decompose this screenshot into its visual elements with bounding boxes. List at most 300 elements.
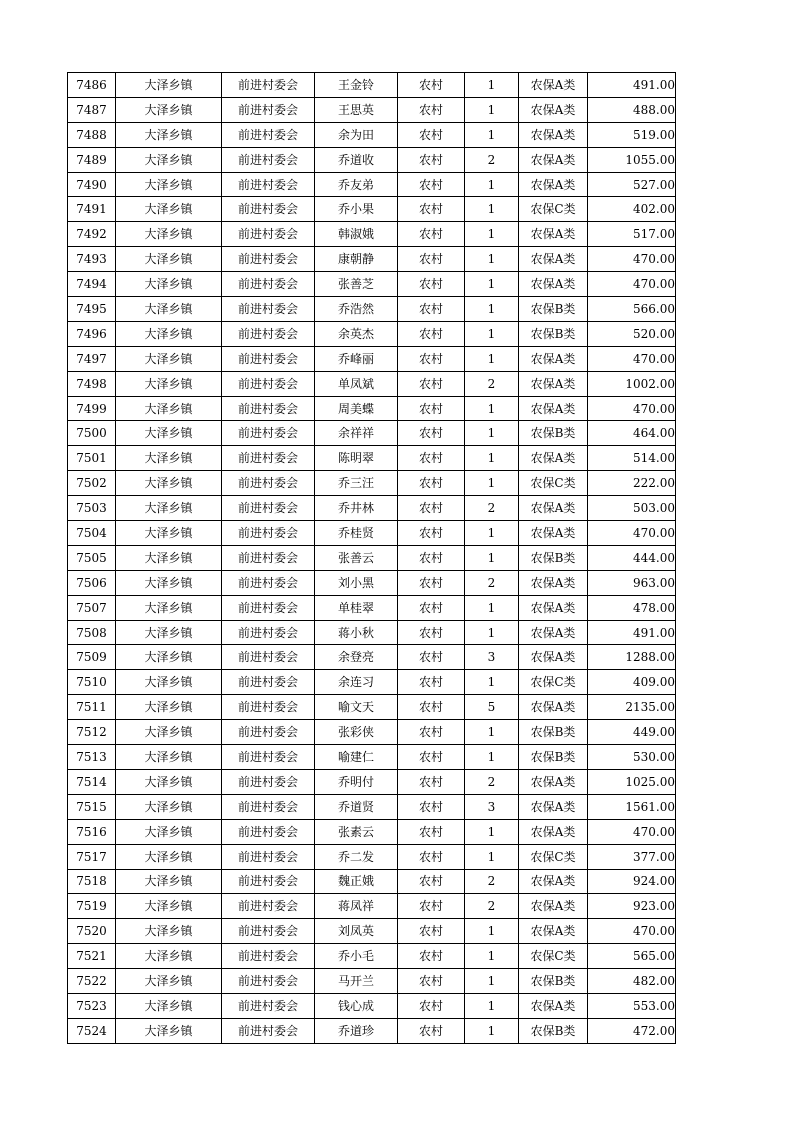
insurance-category-cell: 农保C类 <box>519 197 588 222</box>
person-count-cell: 1 <box>465 595 519 620</box>
insurance-category-cell: 农保A类 <box>519 496 588 521</box>
village-committee-cell: 前进村委会 <box>222 421 315 446</box>
record-number-cell: 7519 <box>68 894 116 919</box>
town-name-cell: 大泽乡镇 <box>116 993 222 1018</box>
household-type-cell: 农村 <box>398 346 465 371</box>
person-count-cell: 1 <box>465 969 519 994</box>
town-name-cell: 大泽乡镇 <box>116 695 222 720</box>
record-number-cell: 7487 <box>68 97 116 122</box>
household-type-cell: 农村 <box>398 371 465 396</box>
town-name-cell: 大泽乡镇 <box>116 272 222 297</box>
person-count-cell: 1 <box>465 197 519 222</box>
household-type-cell: 农村 <box>398 844 465 869</box>
amount-value-cell: 444.00 <box>588 545 676 570</box>
amount-value-cell: 464.00 <box>588 421 676 446</box>
table-row <box>68 222 676 247</box>
household-type-cell: 农村 <box>398 720 465 745</box>
person-count-cell: 1 <box>465 471 519 496</box>
household-type-cell: 农村 <box>398 645 465 670</box>
town-name-cell: 大泽乡镇 <box>116 147 222 172</box>
village-committee-cell: 前进村委会 <box>222 919 315 944</box>
insurance-category-cell: 农保A类 <box>519 396 588 421</box>
person-count-cell: 1 <box>465 172 519 197</box>
amount-value-cell: 553.00 <box>588 993 676 1018</box>
amount-value-cell: 514.00 <box>588 446 676 471</box>
amount-value-cell: 470.00 <box>588 521 676 546</box>
table-row <box>68 421 676 446</box>
record-number-cell: 7490 <box>68 172 116 197</box>
record-number-cell: 7497 <box>68 346 116 371</box>
table-row <box>68 471 676 496</box>
town-name-cell: 大泽乡镇 <box>116 670 222 695</box>
record-number-cell: 7499 <box>68 396 116 421</box>
record-number-cell: 7524 <box>68 1018 116 1043</box>
amount-value-cell: 923.00 <box>588 894 676 919</box>
person-name-cell: 张素云 <box>315 819 398 844</box>
insurance-category-cell: 农保B类 <box>519 745 588 770</box>
household-type-cell: 农村 <box>398 122 465 147</box>
person-count-cell: 1 <box>465 446 519 471</box>
insurance-category-cell: 农保B类 <box>519 969 588 994</box>
household-type-cell: 农村 <box>398 222 465 247</box>
person-count-cell: 1 <box>465 222 519 247</box>
person-name-cell: 康朝静 <box>315 247 398 272</box>
village-committee-cell: 前进村委会 <box>222 272 315 297</box>
table-row <box>68 297 676 322</box>
town-name-cell: 大泽乡镇 <box>116 247 222 272</box>
village-committee-cell: 前进村委会 <box>222 73 315 98</box>
household-type-cell: 农村 <box>398 919 465 944</box>
person-name-cell: 余祥祥 <box>315 421 398 446</box>
amount-value-cell: 1561.00 <box>588 794 676 819</box>
household-type-cell: 农村 <box>398 1018 465 1043</box>
town-name-cell: 大泽乡镇 <box>116 844 222 869</box>
household-type-cell: 农村 <box>398 969 465 994</box>
record-number-cell: 7511 <box>68 695 116 720</box>
village-committee-cell: 前进村委会 <box>222 545 315 570</box>
town-name-cell: 大泽乡镇 <box>116 819 222 844</box>
table-row <box>68 819 676 844</box>
insurance-category-cell: 农保A类 <box>519 769 588 794</box>
amount-value-cell: 530.00 <box>588 745 676 770</box>
person-count-cell: 1 <box>465 819 519 844</box>
insurance-category-cell: 农保B类 <box>519 545 588 570</box>
record-number-cell: 7515 <box>68 794 116 819</box>
record-number-cell: 7521 <box>68 944 116 969</box>
amount-value-cell: 470.00 <box>588 346 676 371</box>
table-row <box>68 446 676 471</box>
person-name-cell: 王思英 <box>315 97 398 122</box>
insurance-category-cell: 农保B类 <box>519 1018 588 1043</box>
record-number-cell: 7489 <box>68 147 116 172</box>
table-row <box>68 545 676 570</box>
household-type-cell: 农村 <box>398 446 465 471</box>
record-number-cell: 7494 <box>68 272 116 297</box>
household-type-cell: 农村 <box>398 396 465 421</box>
record-number-cell: 7504 <box>68 521 116 546</box>
person-name-cell: 乔峰丽 <box>315 346 398 371</box>
town-name-cell: 大泽乡镇 <box>116 421 222 446</box>
village-committee-cell: 前进村委会 <box>222 222 315 247</box>
village-committee-cell: 前进村委会 <box>222 819 315 844</box>
town-name-cell: 大泽乡镇 <box>116 396 222 421</box>
village-committee-cell: 前进村委会 <box>222 396 315 421</box>
household-type-cell: 农村 <box>398 297 465 322</box>
village-committee-cell: 前进村委会 <box>222 147 315 172</box>
person-count-cell: 1 <box>465 521 519 546</box>
amount-value-cell: 1288.00 <box>588 645 676 670</box>
record-number-cell: 7491 <box>68 197 116 222</box>
insurance-category-cell: 农保A类 <box>519 695 588 720</box>
town-name-cell: 大泽乡镇 <box>116 769 222 794</box>
insurance-category-cell: 农保A类 <box>519 371 588 396</box>
person-name-cell: 喻建仁 <box>315 745 398 770</box>
person-name-cell: 乔三汪 <box>315 471 398 496</box>
record-number-cell: 7518 <box>68 869 116 894</box>
insurance-category-cell: 农保A类 <box>519 147 588 172</box>
record-number-cell: 7514 <box>68 769 116 794</box>
record-number-cell: 7498 <box>68 371 116 396</box>
person-name-cell: 乔桂贤 <box>315 521 398 546</box>
person-name-cell: 乔小毛 <box>315 944 398 969</box>
amount-value-cell: 491.00 <box>588 620 676 645</box>
amount-value-cell: 2135.00 <box>588 695 676 720</box>
village-committee-cell: 前进村委会 <box>222 172 315 197</box>
person-count-cell: 2 <box>465 869 519 894</box>
amount-value-cell: 1025.00 <box>588 769 676 794</box>
insurance-category-cell: 农保B类 <box>519 321 588 346</box>
record-number-cell: 7503 <box>68 496 116 521</box>
person-name-cell: 喻文天 <box>315 695 398 720</box>
record-number-cell: 7522 <box>68 969 116 994</box>
person-count-cell: 3 <box>465 794 519 819</box>
household-type-cell: 农村 <box>398 197 465 222</box>
household-type-cell: 农村 <box>398 321 465 346</box>
amount-value-cell: 472.00 <box>588 1018 676 1043</box>
town-name-cell: 大泽乡镇 <box>116 122 222 147</box>
person-name-cell: 陈明翠 <box>315 446 398 471</box>
village-committee-cell: 前进村委会 <box>222 944 315 969</box>
insurance-category-cell: 农保A类 <box>519 595 588 620</box>
town-name-cell: 大泽乡镇 <box>116 894 222 919</box>
town-name-cell: 大泽乡镇 <box>116 97 222 122</box>
table-row <box>68 794 676 819</box>
insurance-category-cell: 农保A类 <box>519 446 588 471</box>
person-name-cell: 乔二发 <box>315 844 398 869</box>
table-row <box>68 645 676 670</box>
insurance-category-cell: 农保C类 <box>519 670 588 695</box>
table-row <box>68 73 676 98</box>
person-name-cell: 魏正娥 <box>315 869 398 894</box>
record-number-cell: 7493 <box>68 247 116 272</box>
person-count-cell: 1 <box>465 720 519 745</box>
amount-value-cell: 409.00 <box>588 670 676 695</box>
record-number-cell: 7523 <box>68 993 116 1018</box>
village-committee-cell: 前进村委会 <box>222 471 315 496</box>
village-committee-cell: 前进村委会 <box>222 745 315 770</box>
town-name-cell: 大泽乡镇 <box>116 297 222 322</box>
record-number-cell: 7488 <box>68 122 116 147</box>
amount-value-cell: 478.00 <box>588 595 676 620</box>
household-type-cell: 农村 <box>398 97 465 122</box>
record-number-cell: 7510 <box>68 670 116 695</box>
person-count-cell: 2 <box>465 371 519 396</box>
household-type-cell: 农村 <box>398 172 465 197</box>
person-count-cell: 2 <box>465 496 519 521</box>
insurance-category-cell: 农保A类 <box>519 272 588 297</box>
person-count-cell: 1 <box>465 670 519 695</box>
village-committee-cell: 前进村委会 <box>222 346 315 371</box>
amount-value-cell: 519.00 <box>588 122 676 147</box>
insurance-category-cell: 农保A类 <box>519 993 588 1018</box>
village-committee-cell: 前进村委会 <box>222 321 315 346</box>
amount-value-cell: 1055.00 <box>588 147 676 172</box>
town-name-cell: 大泽乡镇 <box>116 919 222 944</box>
record-number-cell: 7496 <box>68 321 116 346</box>
village-committee-cell: 前进村委会 <box>222 1018 315 1043</box>
table-row <box>68 769 676 794</box>
town-name-cell: 大泽乡镇 <box>116 321 222 346</box>
town-name-cell: 大泽乡镇 <box>116 222 222 247</box>
record-number-cell: 7501 <box>68 446 116 471</box>
person-name-cell: 马开兰 <box>315 969 398 994</box>
household-type-cell: 农村 <box>398 819 465 844</box>
amount-value-cell: 402.00 <box>588 197 676 222</box>
village-committee-cell: 前进村委会 <box>222 869 315 894</box>
town-name-cell: 大泽乡镇 <box>116 794 222 819</box>
insurance-category-cell: 农保A类 <box>519 819 588 844</box>
record-number-cell: 7486 <box>68 73 116 98</box>
town-name-cell: 大泽乡镇 <box>116 172 222 197</box>
table-row <box>68 595 676 620</box>
person-name-cell: 张善芝 <box>315 272 398 297</box>
town-name-cell: 大泽乡镇 <box>116 869 222 894</box>
record-number-cell: 7500 <box>68 421 116 446</box>
person-count-cell: 1 <box>465 321 519 346</box>
person-name-cell: 蒋小秋 <box>315 620 398 645</box>
household-type-cell: 农村 <box>398 894 465 919</box>
amount-value-cell: 482.00 <box>588 969 676 994</box>
table-row <box>68 894 676 919</box>
person-name-cell: 张彩侠 <box>315 720 398 745</box>
town-name-cell: 大泽乡镇 <box>116 969 222 994</box>
table-body <box>68 73 676 1044</box>
insurance-category-cell: 农保A类 <box>519 222 588 247</box>
person-count-cell: 1 <box>465 122 519 147</box>
person-count-cell: 2 <box>465 894 519 919</box>
amount-value-cell: 488.00 <box>588 97 676 122</box>
insurance-category-cell: 农保A类 <box>519 521 588 546</box>
village-committee-cell: 前进村委会 <box>222 197 315 222</box>
insurance-category-cell: 农保C类 <box>519 844 588 869</box>
table-row <box>68 944 676 969</box>
insurance-category-cell: 农保B类 <box>519 720 588 745</box>
person-name-cell: 乔井林 <box>315 496 398 521</box>
village-committee-cell: 前进村委会 <box>222 993 315 1018</box>
record-number-cell: 7512 <box>68 720 116 745</box>
amount-value-cell: 470.00 <box>588 919 676 944</box>
amount-value-cell: 520.00 <box>588 321 676 346</box>
town-name-cell: 大泽乡镇 <box>116 471 222 496</box>
amount-value-cell: 222.00 <box>588 471 676 496</box>
record-number-cell: 7505 <box>68 545 116 570</box>
village-committee-cell: 前进村委会 <box>222 122 315 147</box>
insurance-category-cell: 农保C类 <box>519 471 588 496</box>
insurance-category-cell: 农保A类 <box>519 645 588 670</box>
person-name-cell: 乔浩然 <box>315 297 398 322</box>
table-row <box>68 521 676 546</box>
town-name-cell: 大泽乡镇 <box>116 944 222 969</box>
town-name-cell: 大泽乡镇 <box>116 73 222 98</box>
person-name-cell: 刘小黑 <box>315 570 398 595</box>
person-name-cell: 乔道收 <box>315 147 398 172</box>
household-type-cell: 农村 <box>398 794 465 819</box>
amount-value-cell: 491.00 <box>588 73 676 98</box>
insurance-category-cell: 农保B类 <box>519 297 588 322</box>
record-number-cell: 7492 <box>68 222 116 247</box>
table-row <box>68 321 676 346</box>
amount-value-cell: 1002.00 <box>588 371 676 396</box>
table-row <box>68 869 676 894</box>
village-committee-cell: 前进村委会 <box>222 297 315 322</box>
person-count-cell: 1 <box>465 545 519 570</box>
town-name-cell: 大泽乡镇 <box>116 595 222 620</box>
table-row <box>68 346 676 371</box>
table-row <box>68 720 676 745</box>
person-name-cell: 乔小果 <box>315 197 398 222</box>
record-number-cell: 7502 <box>68 471 116 496</box>
person-count-cell: 1 <box>465 97 519 122</box>
table-row <box>68 969 676 994</box>
insurance-category-cell: 农保A类 <box>519 97 588 122</box>
person-count-cell: 1 <box>465 1018 519 1043</box>
person-name-cell: 单凤斌 <box>315 371 398 396</box>
table-row <box>68 695 676 720</box>
person-count-cell: 1 <box>465 844 519 869</box>
person-name-cell: 余连习 <box>315 670 398 695</box>
village-committee-cell: 前进村委会 <box>222 670 315 695</box>
household-type-cell: 农村 <box>398 670 465 695</box>
insurance-category-cell: 农保A类 <box>519 346 588 371</box>
table-row <box>68 620 676 645</box>
amount-value-cell: 503.00 <box>588 496 676 521</box>
table-row <box>68 745 676 770</box>
household-type-cell: 农村 <box>398 147 465 172</box>
insurance-category-cell: 农保A类 <box>519 172 588 197</box>
town-name-cell: 大泽乡镇 <box>116 1018 222 1043</box>
person-name-cell: 单桂翠 <box>315 595 398 620</box>
town-name-cell: 大泽乡镇 <box>116 620 222 645</box>
amount-value-cell: 377.00 <box>588 844 676 869</box>
amount-value-cell: 517.00 <box>588 222 676 247</box>
table-row <box>68 147 676 172</box>
household-type-cell: 农村 <box>398 620 465 645</box>
table-row <box>68 97 676 122</box>
record-number-cell: 7520 <box>68 919 116 944</box>
person-count-cell: 1 <box>465 421 519 446</box>
person-count-cell: 1 <box>465 247 519 272</box>
record-number-cell: 7509 <box>68 645 116 670</box>
table-row <box>68 844 676 869</box>
person-name-cell: 乔友弟 <box>315 172 398 197</box>
village-committee-cell: 前进村委会 <box>222 371 315 396</box>
person-name-cell: 余为田 <box>315 122 398 147</box>
table-row <box>68 396 676 421</box>
amount-value-cell: 470.00 <box>588 819 676 844</box>
town-name-cell: 大泽乡镇 <box>116 346 222 371</box>
person-name-cell: 刘凤英 <box>315 919 398 944</box>
person-name-cell: 蒋凤祥 <box>315 894 398 919</box>
town-name-cell: 大泽乡镇 <box>116 570 222 595</box>
insurance-category-cell: 农保A类 <box>519 869 588 894</box>
amount-value-cell: 566.00 <box>588 297 676 322</box>
village-committee-cell: 前进村委会 <box>222 97 315 122</box>
record-number-cell: 7508 <box>68 620 116 645</box>
village-committee-cell: 前进村委会 <box>222 695 315 720</box>
table-row <box>68 670 676 695</box>
table-row <box>68 496 676 521</box>
insurance-category-cell: 农保A类 <box>519 919 588 944</box>
town-name-cell: 大泽乡镇 <box>116 197 222 222</box>
household-type-cell: 农村 <box>398 471 465 496</box>
record-number-cell: 7516 <box>68 819 116 844</box>
household-type-cell: 农村 <box>398 769 465 794</box>
person-count-cell: 1 <box>465 745 519 770</box>
table-row <box>68 122 676 147</box>
person-name-cell: 乔明付 <box>315 769 398 794</box>
village-committee-cell: 前进村委会 <box>222 570 315 595</box>
person-count-cell: 1 <box>465 346 519 371</box>
insurance-category-cell: 农保A类 <box>519 794 588 819</box>
insurance-category-cell: 农保A类 <box>519 73 588 98</box>
insurance-category-cell: 农保A类 <box>519 570 588 595</box>
household-type-cell: 农村 <box>398 496 465 521</box>
household-type-cell: 农村 <box>398 545 465 570</box>
table-row <box>68 1018 676 1043</box>
table-row <box>68 919 676 944</box>
village-committee-cell: 前进村委会 <box>222 247 315 272</box>
table-row <box>68 197 676 222</box>
table-row <box>68 993 676 1018</box>
town-name-cell: 大泽乡镇 <box>116 371 222 396</box>
record-number-cell: 7517 <box>68 844 116 869</box>
person-count-cell: 3 <box>465 645 519 670</box>
insurance-category-cell: 农保A类 <box>519 620 588 645</box>
amount-value-cell: 924.00 <box>588 869 676 894</box>
amount-value-cell: 963.00 <box>588 570 676 595</box>
amount-value-cell: 527.00 <box>588 172 676 197</box>
household-type-cell: 农村 <box>398 745 465 770</box>
amount-value-cell: 565.00 <box>588 944 676 969</box>
person-name-cell: 钱心成 <box>315 993 398 1018</box>
record-number-cell: 7495 <box>68 297 116 322</box>
insurance-category-cell: 农保A类 <box>519 894 588 919</box>
household-type-cell: 农村 <box>398 570 465 595</box>
village-committee-cell: 前进村委会 <box>222 496 315 521</box>
amount-value-cell: 470.00 <box>588 272 676 297</box>
village-committee-cell: 前进村委会 <box>222 446 315 471</box>
household-type-cell: 农村 <box>398 993 465 1018</box>
household-type-cell: 农村 <box>398 247 465 272</box>
person-name-cell: 余登亮 <box>315 645 398 670</box>
town-name-cell: 大泽乡镇 <box>116 720 222 745</box>
person-count-cell: 1 <box>465 297 519 322</box>
amount-value-cell: 470.00 <box>588 396 676 421</box>
village-committee-cell: 前进村委会 <box>222 794 315 819</box>
table-row <box>68 272 676 297</box>
person-count-cell: 1 <box>465 73 519 98</box>
person-count-cell: 2 <box>465 769 519 794</box>
